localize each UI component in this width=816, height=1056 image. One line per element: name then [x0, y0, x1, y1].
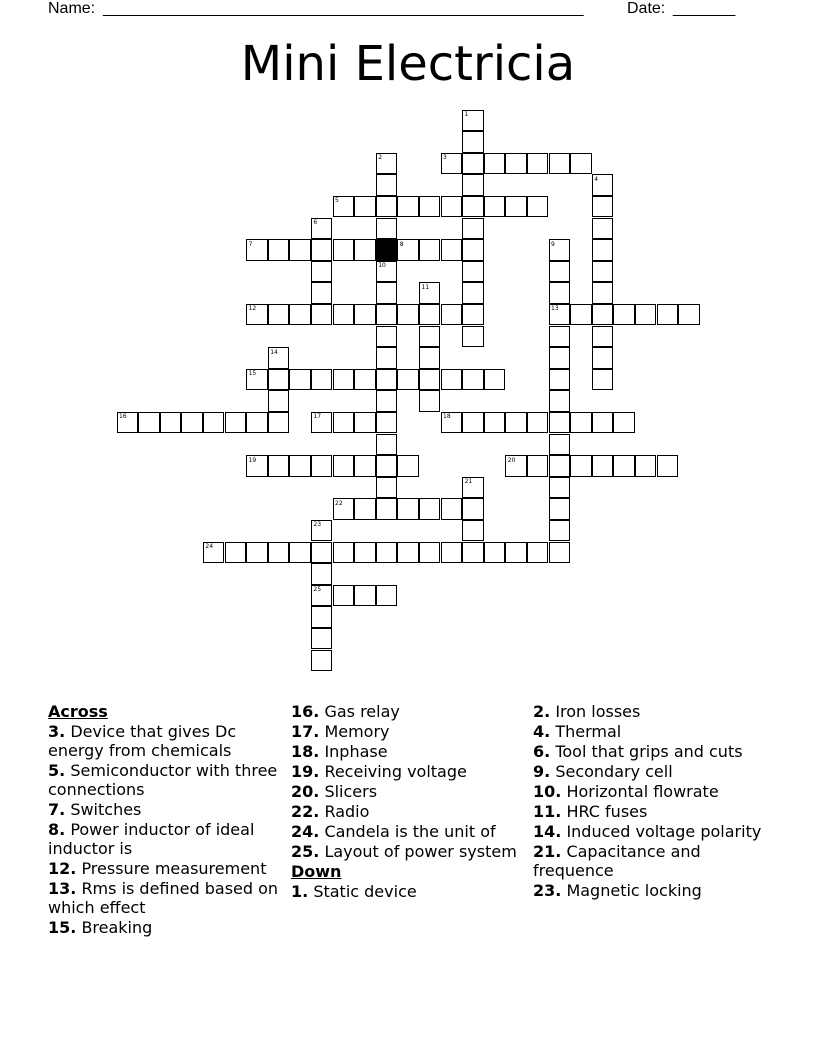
- grid-cell[interactable]: [376, 477, 398, 499]
- grid-cell[interactable]: [462, 174, 484, 196]
- grid-cell[interactable]: [311, 261, 333, 283]
- grid-cell[interactable]: [160, 412, 182, 434]
- grid-cell[interactable]: [203, 412, 225, 434]
- clue-across-18: 18. Inphase: [291, 742, 388, 761]
- grid-cell[interactable]: [462, 218, 484, 240]
- grid-cell[interactable]: [549, 477, 571, 499]
- clue-across-25: 25. Layout of power system: [291, 842, 517, 861]
- black-square: [376, 239, 398, 261]
- grid-cell[interactable]: [376, 369, 398, 391]
- page-title: Mini Electricia: [240, 36, 576, 92]
- date-line: _______: [673, 0, 736, 17]
- clue-number: 14: [270, 348, 278, 356]
- clue-number: 16: [119, 413, 127, 421]
- clue-number: 4: [594, 175, 599, 183]
- grid-cell[interactable]: [592, 326, 614, 348]
- grid-cell[interactable]: [484, 412, 506, 434]
- grid-cell[interactable]: [419, 347, 441, 369]
- clue-across-17: 17. Memory: [291, 722, 390, 741]
- grid-cell[interactable]: [549, 412, 571, 434]
- grid-cell[interactable]: [333, 542, 355, 564]
- clue-down-9: 9. Secondary cell: [533, 762, 673, 781]
- clue-across-3: 3. Device that gives Dc energy from chemicals: [48, 722, 237, 760]
- grid-cell[interactable]: [289, 542, 311, 564]
- grid-cell[interactable]: [354, 369, 376, 391]
- grid-cell[interactable]: [311, 542, 333, 564]
- grid-cell[interactable]: [441, 498, 463, 520]
- grid-cell[interactable]: [246, 542, 268, 564]
- grid-cell[interactable]: [613, 412, 635, 434]
- clue-number: 20: [507, 456, 516, 464]
- clue-across-15: 15. Breaking: [48, 918, 153, 937]
- grid-cell[interactable]: [376, 390, 398, 412]
- grid-cell[interactable]: [592, 239, 614, 261]
- clue-number: 5: [335, 197, 339, 205]
- grid-cell[interactable]: [333, 369, 355, 391]
- grid-cell[interactable]: [505, 542, 527, 564]
- grid-cell[interactable]: [268, 390, 290, 412]
- grid-cell[interactable]: [462, 131, 484, 153]
- grid-cell[interactable]: [527, 542, 549, 564]
- grid-cell[interactable]: [613, 304, 635, 326]
- grid-cell[interactable]: [311, 304, 333, 326]
- clue-number: 15: [248, 370, 257, 378]
- grid-cell[interactable]: [527, 153, 549, 175]
- grid-cell[interactable]: [376, 434, 398, 456]
- grid-cell[interactable]: [397, 542, 419, 564]
- clue-across-16: 16. Gas relay: [291, 702, 400, 721]
- grid-cell[interactable]: [419, 498, 441, 520]
- grid-cell[interactable]: [268, 369, 290, 391]
- grid-cell[interactable]: [268, 304, 290, 326]
- grid-cell[interactable]: [527, 196, 549, 218]
- across-heading: Across: [48, 702, 108, 721]
- date-label: Date:: [627, 0, 666, 17]
- grid-cell[interactable]: [484, 153, 506, 175]
- grid-cell[interactable]: [311, 455, 333, 477]
- grid-cell[interactable]: [462, 542, 484, 564]
- grid-cell[interactable]: [592, 347, 614, 369]
- grid-cell[interactable]: [225, 412, 247, 434]
- grid-cell[interactable]: [462, 261, 484, 283]
- clue-across-24: 24. Candela is the unit of: [291, 822, 496, 841]
- grid-cell[interactable]: [311, 650, 333, 672]
- grid-cell[interactable]: [635, 304, 657, 326]
- grid-cell[interactable]: [376, 542, 398, 564]
- grid-cell[interactable]: [376, 585, 398, 607]
- grid-cell[interactable]: [570, 153, 592, 175]
- clue-down-1: 1. Static device: [291, 882, 417, 901]
- grid-cell[interactable]: [462, 304, 484, 326]
- grid-cell[interactable]: [268, 239, 290, 261]
- grid-cell[interactable]: [246, 412, 268, 434]
- grid-cell[interactable]: [333, 304, 355, 326]
- grid-cell[interactable]: [462, 369, 484, 391]
- grid-cell[interactable]: [333, 412, 355, 434]
- down-heading: Down: [291, 862, 342, 881]
- grid-cell[interactable]: [419, 239, 441, 261]
- grid-cell[interactable]: [549, 455, 571, 477]
- grid-cell[interactable]: [462, 412, 484, 434]
- grid-cell[interactable]: [484, 369, 506, 391]
- grid-cell[interactable]: [181, 412, 203, 434]
- grid-cell[interactable]: [419, 304, 441, 326]
- clue-number: 22: [335, 499, 343, 507]
- clue-number: 1: [464, 111, 469, 118]
- grid-cell[interactable]: [376, 498, 398, 520]
- clue-number: 25: [313, 586, 322, 594]
- clue-down-11: 11. HRC fuses: [533, 802, 648, 821]
- clue-down-2: 2. Iron losses: [533, 702, 641, 721]
- grid-cell[interactable]: [462, 326, 484, 348]
- clue-number: 2: [378, 154, 383, 162]
- grid-cell[interactable]: [441, 239, 463, 261]
- grid-cell[interactable]: [419, 542, 441, 564]
- grid-cell[interactable]: [354, 239, 376, 261]
- clue-down-6: 6. Tool that grips and cuts: [533, 742, 743, 761]
- clue-number: 21: [464, 478, 473, 486]
- grid-cell[interactable]: [484, 196, 506, 218]
- grid-cell[interactable]: [462, 196, 484, 218]
- grid-cell[interactable]: [505, 153, 527, 175]
- grid-cell[interactable]: [354, 585, 376, 607]
- grid-cell[interactable]: [397, 369, 419, 391]
- grid-cell[interactable]: [311, 606, 333, 628]
- clue-across-19: 19. Receiving voltage: [291, 762, 467, 781]
- grid-cell[interactable]: [549, 434, 571, 456]
- grid-cell[interactable]: [354, 455, 376, 477]
- clue-number: 6: [313, 219, 318, 226]
- grid-cell[interactable]: [549, 282, 571, 304]
- clue-number: 11: [421, 283, 430, 291]
- clue-down-14: 14. Induced voltage polarity: [533, 822, 762, 841]
- grid-cell[interactable]: [657, 304, 679, 326]
- clue-across-8: 8. Power inductor of ideal inductor is: [48, 820, 255, 858]
- clue-down-10: 10. Horizontal flowrate: [533, 782, 719, 801]
- grid-cell[interactable]: [549, 520, 571, 542]
- grid-cell[interactable]: [376, 412, 398, 434]
- grid-cell[interactable]: [397, 196, 419, 218]
- grid-cell[interactable]: [570, 304, 592, 326]
- grid-cell[interactable]: [289, 304, 311, 326]
- clue-number: 8: [399, 240, 404, 248]
- clue-down-4: 4. Thermal: [533, 722, 622, 741]
- name-line: ______________________________________________________: [103, 0, 584, 17]
- grid-cell[interactable]: [549, 542, 571, 564]
- grid-cell[interactable]: [505, 196, 527, 218]
- grid-cell[interactable]: [462, 153, 484, 175]
- grid-cell[interactable]: [289, 239, 311, 261]
- grid-cell[interactable]: [592, 455, 614, 477]
- clue-column-1: [48, 702, 283, 938]
- clue-across-12: 12. Pressure measurement: [48, 859, 267, 878]
- clue-across-13: 13. Rms is defined based on which effect: [48, 879, 279, 917]
- grid-cell[interactable]: [311, 628, 333, 650]
- clue-across-22: 22. Radio: [291, 802, 370, 821]
- grid-cell[interactable]: [592, 412, 614, 434]
- grid-cell[interactable]: [549, 153, 571, 175]
- grid-cell[interactable]: [354, 412, 376, 434]
- grid-cell[interactable]: [592, 196, 614, 218]
- grid-cell[interactable]: [333, 239, 355, 261]
- grid-cell[interactable]: [419, 326, 441, 348]
- clue-column-3: [533, 702, 773, 901]
- grid-cell[interactable]: [441, 542, 463, 564]
- grid-cell[interactable]: [311, 563, 333, 585]
- grid-cell[interactable]: [354, 196, 376, 218]
- grid-cell[interactable]: [613, 455, 635, 477]
- grid-cell[interactable]: [225, 542, 247, 564]
- grid-cell[interactable]: [592, 282, 614, 304]
- grid-cell[interactable]: [549, 261, 571, 283]
- grid-cell[interactable]: [570, 455, 592, 477]
- grid-cell[interactable]: [289, 455, 311, 477]
- grid-cell[interactable]: [376, 326, 398, 348]
- name-label: Name:: [48, 0, 96, 17]
- grid-cell[interactable]: [289, 369, 311, 391]
- clue-across-5: 5. Semiconductor with three connections: [48, 761, 278, 799]
- grid-cell[interactable]: [441, 196, 463, 218]
- clue-number: 18: [443, 413, 451, 421]
- grid-cell[interactable]: [462, 520, 484, 542]
- grid-cell[interactable]: [592, 304, 614, 326]
- grid-cell[interactable]: [549, 326, 571, 348]
- grid-cell[interactable]: [527, 412, 549, 434]
- grid-cell[interactable]: [333, 585, 355, 607]
- grid-cell[interactable]: [376, 196, 398, 218]
- grid-cell[interactable]: [376, 174, 398, 196]
- grid-cell[interactable]: [311, 239, 333, 261]
- grid-cell[interactable]: [549, 347, 571, 369]
- grid-cell[interactable]: [311, 282, 333, 304]
- grid-cell[interactable]: [354, 498, 376, 520]
- grid-cell[interactable]: [333, 455, 355, 477]
- grid-cell[interactable]: [419, 390, 441, 412]
- grid-cell[interactable]: [635, 455, 657, 477]
- grid-cell[interactable]: [376, 282, 398, 304]
- clue-number: 17: [313, 413, 322, 421]
- grid-cell[interactable]: [441, 369, 463, 391]
- clue-number: 10: [378, 262, 386, 270]
- grid-cell[interactable]: [462, 282, 484, 304]
- clue-number: 19: [248, 456, 257, 464]
- grid-cell[interactable]: [376, 455, 398, 477]
- clue-down-23: 23. Magnetic locking: [533, 881, 702, 900]
- grid-cell[interactable]: [527, 455, 549, 477]
- clue-across-7: 7. Switches: [48, 800, 142, 819]
- grid-cell[interactable]: [462, 498, 484, 520]
- grid-cell[interactable]: [657, 455, 679, 477]
- grid-cell[interactable]: [397, 455, 419, 477]
- grid-cell[interactable]: [268, 412, 290, 434]
- clue-column-2: [291, 702, 526, 902]
- grid-cell[interactable]: [138, 412, 160, 434]
- grid-cell[interactable]: [268, 542, 290, 564]
- clue-number: 9: [551, 240, 555, 248]
- clue-number: 7: [248, 240, 253, 248]
- grid-cell[interactable]: [592, 369, 614, 391]
- grid-cell[interactable]: [376, 304, 398, 326]
- clue-number: 23: [313, 521, 322, 529]
- grid-cell[interactable]: [311, 369, 333, 391]
- grid-cell[interactable]: [549, 390, 571, 412]
- grid-cell[interactable]: [419, 369, 441, 391]
- grid-cell[interactable]: [549, 369, 571, 391]
- grid-cell[interactable]: [268, 455, 290, 477]
- grid-cell[interactable]: [462, 239, 484, 261]
- clue-number: 13: [551, 305, 559, 313]
- grid-cell[interactable]: [505, 412, 527, 434]
- grid-cell[interactable]: [484, 542, 506, 564]
- grid-cell[interactable]: [592, 261, 614, 283]
- grid-cell[interactable]: [397, 498, 419, 520]
- grid-cell[interactable]: [592, 218, 614, 240]
- clue-across-20: 20. Slicers: [291, 782, 378, 801]
- grid-cell[interactable]: [678, 304, 700, 326]
- clue-number: 24: [205, 543, 214, 550]
- grid-cell[interactable]: [419, 196, 441, 218]
- grid-cell[interactable]: [376, 218, 398, 240]
- clue-number: 3: [443, 154, 447, 162]
- grid-cell[interactable]: [354, 304, 376, 326]
- grid-cell[interactable]: [549, 498, 571, 520]
- grid-cell[interactable]: [441, 304, 463, 326]
- grid-cell[interactable]: [354, 542, 376, 564]
- clue-number: 12: [248, 305, 257, 313]
- grid-cell[interactable]: [376, 347, 398, 369]
- clue-down-21: 21. Capacitance and frequence: [533, 842, 701, 880]
- grid-cell[interactable]: [397, 304, 419, 326]
- grid-cell[interactable]: [570, 412, 592, 434]
